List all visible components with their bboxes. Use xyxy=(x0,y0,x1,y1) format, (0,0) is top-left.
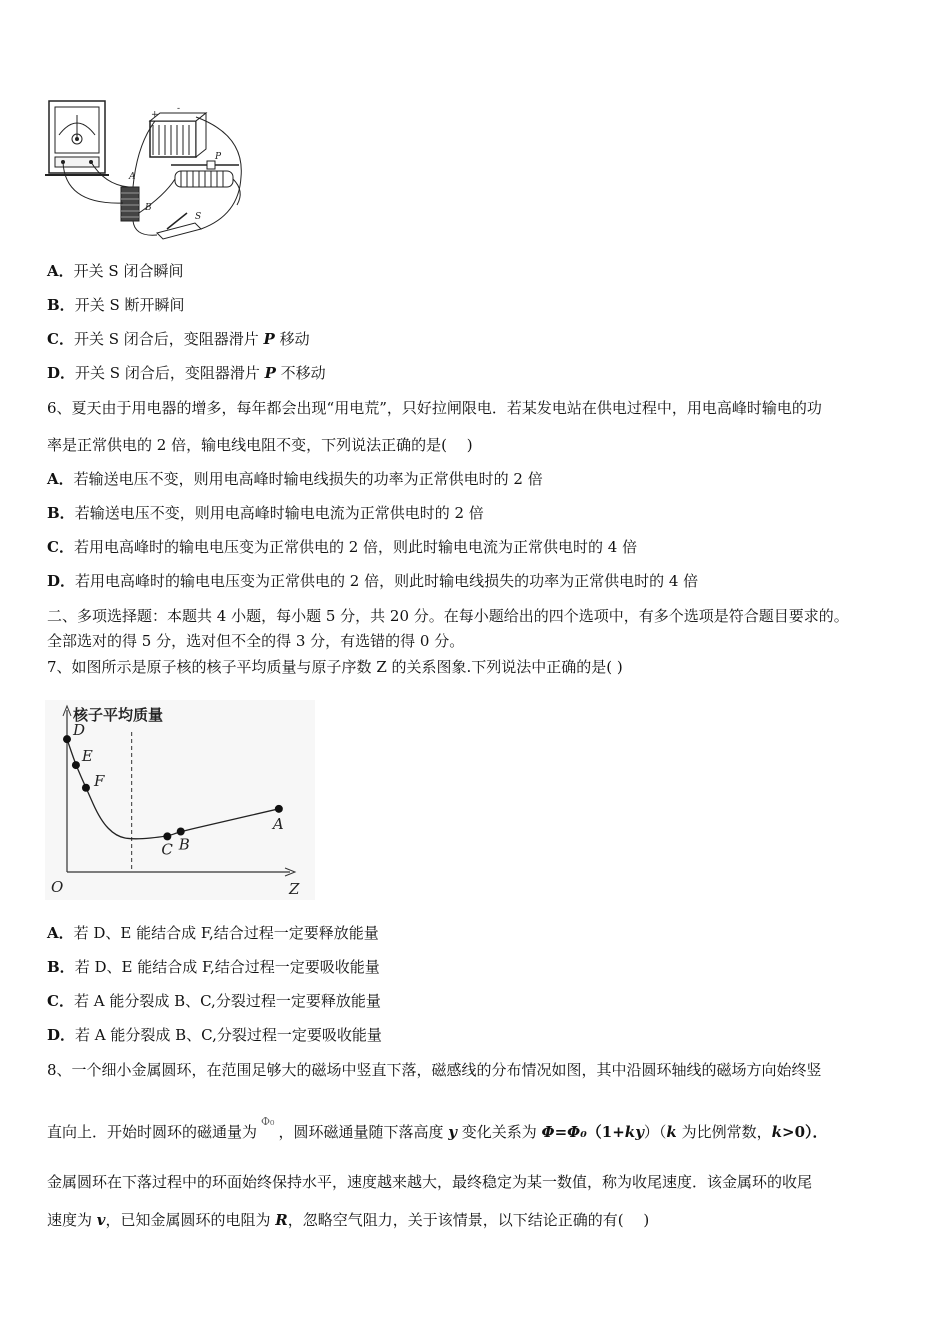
circuit-figure xyxy=(45,95,255,245)
point-label-a: A xyxy=(272,814,284,833)
formula-phi: Φ=Φ₀ xyxy=(541,1123,587,1141)
q6-stem-line1: 6、夏天由于用电器的增多，每年都会出现“用电荒”，只好拉闸限电．若某发电站在供电过程中，用电高峰时输电的功 xyxy=(47,399,822,417)
q7-option-a xyxy=(47,923,379,943)
q6-option-d xyxy=(47,571,698,591)
q8-stem-line1: 8、一个细小金属圆环，在范围足够大的磁场中竖直下落，磁感线的分布情况如图，其中沿圆环轴线的磁场方向始终竖 xyxy=(47,1061,822,1079)
option-text: 不移动 xyxy=(275,364,326,382)
q7-stem: 7、如图所示是原子核的核子平均质量与原子序数 Z 的关系图象.下列说法中正确的是( ) xyxy=(47,658,623,676)
q8-text: ，圆环磁通量随下落高度 xyxy=(278,1123,449,1141)
y-axis-label: 核子平均质量 xyxy=(73,706,164,724)
section2-line1: 二、多项选择题：本题共 4 小题，每小题 5 分，共 20 分。在每小题给出的四个选项中，有多个选项是符合题目要求的。 xyxy=(47,607,849,625)
q5-option-b xyxy=(47,295,185,315)
option-text: 若用电高峰时的输电电压变为正常供电的 2 倍，则此时输电线损失的功率为正常供电时的 4 倍 xyxy=(75,572,699,590)
q8-text: 直向上．开始时圆环的磁通量为 xyxy=(47,1123,258,1141)
q8-text: 变化关系为 xyxy=(456,1123,542,1141)
data-point-e xyxy=(72,761,80,769)
q8-stem-line3: 金属圆环在下落过程中的环面始终保持水平，速度越来越大，最终稳定为某一数值，称为收尾速度．该金属环的收尾 xyxy=(47,1173,813,1191)
variable-k: k xyxy=(666,1123,677,1141)
x-axis-label: Z xyxy=(289,880,300,898)
variable-p: P xyxy=(264,364,276,382)
q8-text: 为比例常数， xyxy=(676,1123,772,1141)
option-letter: C． xyxy=(47,538,74,556)
option-text: 若 D、E 能结合成 F,结合过程一定要吸收能量 xyxy=(74,958,380,976)
q8-text: ）（ xyxy=(643,1123,667,1141)
q5-option-c xyxy=(47,329,310,349)
option-letter: A． xyxy=(47,470,74,488)
option-text: 若 D、E 能结合成 F,结合过程一定要释放能量 xyxy=(73,924,379,942)
q8-text: 速度为 xyxy=(47,1211,97,1229)
data-point-b xyxy=(177,828,185,836)
q8-text: ，已知金属圆环的电阻为 xyxy=(105,1211,276,1229)
q7-option-c xyxy=(47,991,381,1011)
q5-option-a xyxy=(47,261,183,281)
battery xyxy=(150,104,206,157)
variable-ky: ky xyxy=(624,1123,644,1141)
q5-option-d xyxy=(47,363,326,383)
q7-option-b xyxy=(47,957,380,977)
point-label-e: E xyxy=(81,747,93,766)
q7-option-d xyxy=(47,1025,382,1045)
option-letter: B． xyxy=(47,958,75,976)
option-text: 若输送电压不变，则用电高峰时输电电流为正常供电时的 2 倍 xyxy=(74,504,484,522)
q6-stem-line2: 率是正常供电的 2 倍，输电线电阻不变，下列说法正确的是( ) xyxy=(47,436,473,454)
option-text: 若 A 能分裂成 B、C,分裂过程一定要释放能量 xyxy=(73,992,381,1010)
section2-line2: 全部选对的得 5 分，选对但不全的得 3 分，有选错的得 0 分。 xyxy=(47,632,465,650)
q8-stem-line2 xyxy=(47,1115,828,1144)
variable-r: R xyxy=(275,1211,288,1229)
variable-k: k xyxy=(771,1123,783,1141)
battery-plus-label: + xyxy=(151,110,159,120)
option-letter: A． xyxy=(47,262,74,280)
battery-minus-label: - xyxy=(177,104,181,114)
option-text: 开关 S 闭合后，变阻器滑片 xyxy=(73,330,264,348)
option-letter: D． xyxy=(47,572,76,590)
variable-p: P xyxy=(263,330,275,348)
q8-text: （1+ xyxy=(586,1123,625,1141)
data-point-d xyxy=(63,735,71,743)
option-text: 移动 xyxy=(274,330,310,348)
data-point-c xyxy=(163,832,171,840)
option-letter: C． xyxy=(47,992,74,1010)
option-text: 若用电高峰时的输电电压变为正常供电的 2 倍，则此时输电电流为正常供电时的 4 倍 xyxy=(73,538,638,556)
point-label-b: B xyxy=(178,835,190,854)
point-label-d: D xyxy=(73,721,86,740)
q6-option-c xyxy=(47,537,637,557)
data-point-f xyxy=(82,784,90,792)
option-text: 开关 S 闭合后，变阻器滑片 xyxy=(75,364,265,382)
q8-text: >0）． xyxy=(782,1123,828,1141)
coil-label-a: A xyxy=(129,172,136,182)
q6-option-b xyxy=(47,503,484,523)
rheostat-label-p: P xyxy=(215,152,222,162)
coil-label-b: B xyxy=(145,203,152,213)
option-letter: A． xyxy=(47,924,74,942)
option-text: 开关 S 闭合瞬间 xyxy=(73,262,184,280)
option-text: 若 A 能分裂成 B、C,分裂过程一定要吸收能量 xyxy=(75,1026,382,1044)
nucleon-mass-chart xyxy=(45,700,315,900)
option-text: 开关 S 断开瞬间 xyxy=(74,296,185,314)
option-letter: B． xyxy=(47,296,75,314)
phi0-symbol: Φ₀ xyxy=(261,1115,275,1128)
q8-stem-line4 xyxy=(47,1210,649,1230)
q8-text: ，忽略空气阻力，关于该情景，以下结论正确的有( ) xyxy=(287,1211,650,1229)
option-letter: C． xyxy=(47,330,74,348)
option-text: 若输送电压不变，则用电高峰时输电线损失的功率为正常供电时的 2 倍 xyxy=(73,470,543,488)
origin-label: O xyxy=(51,878,64,896)
switch-label-s: S xyxy=(195,212,202,222)
data-point-a xyxy=(275,805,283,813)
variable-y: y xyxy=(448,1123,457,1141)
option-letter: B． xyxy=(47,504,75,522)
switch xyxy=(157,212,201,239)
q6-option-a xyxy=(47,469,543,489)
point-label-c: C xyxy=(161,840,173,859)
point-label-f: F xyxy=(93,771,105,790)
option-letter: D． xyxy=(47,364,76,382)
option-letter: D． xyxy=(47,1026,76,1044)
coil xyxy=(121,172,152,221)
variable-v: v xyxy=(96,1211,106,1229)
